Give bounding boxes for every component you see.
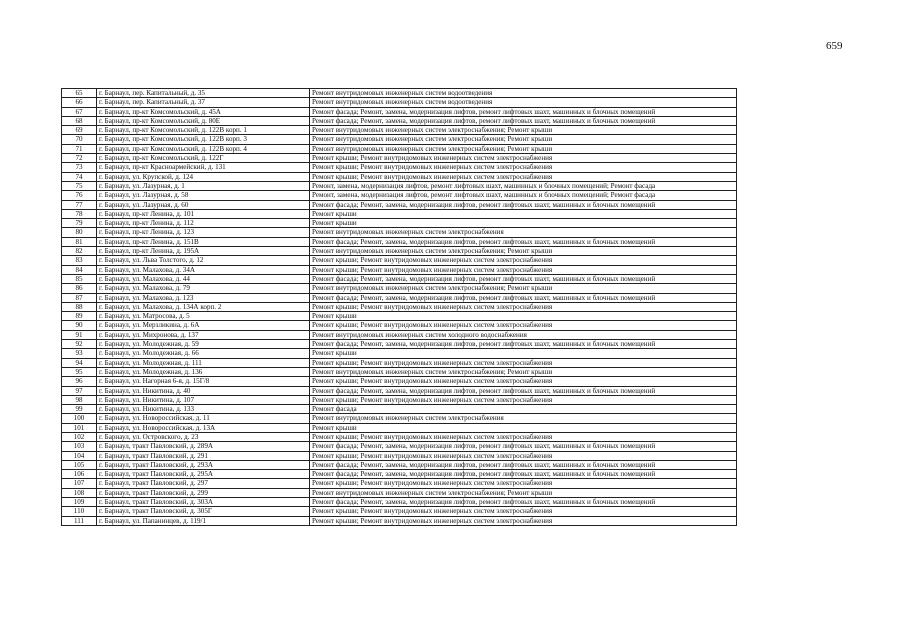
- work-type-cell: Ремонт крыши: [310, 423, 737, 432]
- address-cell: г. Барнаул, пр-кт Красноармейский, д. 131: [97, 163, 310, 172]
- address-cell: г. Барнаул, ул. Малахова, д. 134А корп. 2: [97, 302, 310, 311]
- row-number-cell: 70: [62, 135, 97, 144]
- address-cell: г. Барнаул, пер. Капитальный, д. 37: [97, 98, 310, 107]
- repair-table: [61, 88, 737, 526]
- repair-table-body: [62, 89, 737, 526]
- address-cell: г. Барнаул, пр-кт Комсомольский, д. 122Г: [97, 154, 310, 163]
- row-number-cell: 82: [62, 247, 97, 256]
- address-cell: г. Барнаул, пр-кт Ленина, д. 151В: [97, 237, 310, 246]
- work-type-cell: Ремонт, замена, модернизация лифтов, ремонт лифтовых шахт, машинных и блочных помещений; Ремонт фасада: [310, 181, 737, 190]
- row-number-cell: 72: [62, 154, 97, 163]
- address-cell: г. Барнаул, пер. Капитальный, д. 35: [97, 89, 310, 98]
- table-row: [62, 274, 737, 283]
- table-row: [62, 237, 737, 246]
- row-number-cell: 100: [62, 414, 97, 423]
- work-type-cell: Ремонт крыши; Ремонт внутридомовых инженерных систем электроснабжения: [310, 358, 737, 367]
- address-cell: г. Барнаул, ул. Новороссийская, д. 11: [97, 414, 310, 423]
- table-row: [62, 265, 737, 274]
- work-type-cell: Ремонт внутридомовых инженерных систем водоотведения: [310, 98, 737, 107]
- row-number-cell: 75: [62, 181, 97, 190]
- row-number-cell: 106: [62, 470, 97, 479]
- work-type-cell: Ремонт крыши; Ремонт внутридомовых инженерных систем электроснабжения: [310, 265, 737, 274]
- address-cell: г. Барнаул, ул. Новороссийская, д. 13А: [97, 423, 310, 432]
- address-cell: г. Барнаул, пр-кт Комсомольский, д. 122В корп. 1: [97, 126, 310, 135]
- table-row: [62, 116, 737, 125]
- work-type-cell: Ремонт фасада; Ремонт, замена, модернизация лифтов, ремонт лифтовых шахт, машинных и блочных помещений: [310, 107, 737, 116]
- address-cell: г. Барнаул, тракт Павловский, д. 305Г: [97, 507, 310, 516]
- address-cell: г. Барнаул, ул. Молодежная, д. 59: [97, 340, 310, 349]
- address-cell: г. Барнаул, ул. Крупской, д. 124: [97, 172, 310, 181]
- row-number-cell: 87: [62, 293, 97, 302]
- work-type-cell: Ремонт внутридомовых инженерных систем электроснабжения: [310, 228, 737, 237]
- work-type-cell: Ремонт крыши: [310, 312, 737, 321]
- table-row: [62, 405, 737, 414]
- row-number-cell: 85: [62, 274, 97, 283]
- work-type-cell: Ремонт внутридомовых инженерных систем электроснабжения; Ремонт крыши: [310, 488, 737, 497]
- table-row: [62, 219, 737, 228]
- row-number-cell: 77: [62, 200, 97, 209]
- table-row: [62, 181, 737, 190]
- address-cell: г. Барнаул, ул. Малахова, д. 79: [97, 284, 310, 293]
- row-number-cell: 76: [62, 191, 97, 200]
- row-number-cell: 96: [62, 377, 97, 386]
- work-type-cell: Ремонт фасада; Ремонт, замена, модернизация лифтов, ремонт лифтовых шахт, машинных и блочных помещений: [310, 386, 737, 395]
- address-cell: г. Барнаул, ул. Молодежная, д. 136: [97, 367, 310, 376]
- work-type-cell: Ремонт фасада; Ремонт, замена, модернизация лифтов, ремонт лифтовых шахт, машинных и блочных помещений: [310, 460, 737, 469]
- address-cell: г. Барнаул, ул. Нагорная 6-я, д. 15Г/8: [97, 377, 310, 386]
- address-cell: г. Барнаул, пр-кт Комсомольский, д. 122В корп. 4: [97, 144, 310, 153]
- work-type-cell: Ремонт внутридомовых инженерных систем электроснабжения: [310, 414, 737, 423]
- address-cell: г. Барнаул, ул. Молодежная, д. 66: [97, 349, 310, 358]
- address-cell: г. Барнаул, тракт Павловский, д. 303А: [97, 498, 310, 507]
- work-type-cell: Ремонт внутридомовых инженерных систем электроснабжения; Ремонт крыши: [310, 284, 737, 293]
- work-type-cell: Ремонт крыши; Ремонт внутридомовых инженерных систем электроснабжения: [310, 321, 737, 330]
- work-type-cell: Ремонт внутридомовых инженерных систем электроснабжения; Ремонт крыши: [310, 367, 737, 376]
- work-type-cell: Ремонт крыши; Ремонт внутридомовых инженерных систем электроснабжения: [310, 507, 737, 516]
- row-number-cell: 71: [62, 144, 97, 153]
- table-row: [62, 256, 737, 265]
- table-row: [62, 330, 737, 339]
- table-row: [62, 488, 737, 497]
- row-number-cell: 69: [62, 126, 97, 135]
- work-type-cell: Ремонт крыши; Ремонт внутридомовых инженерных систем электроснабжения: [310, 256, 737, 265]
- address-cell: г. Барнаул, ул. Никитина, д. 40: [97, 386, 310, 395]
- row-number-cell: 65: [62, 89, 97, 98]
- table-row: [62, 126, 737, 135]
- row-number-cell: 111: [62, 516, 97, 525]
- address-cell: г. Барнаул, тракт Павловский, д. 291: [97, 451, 310, 460]
- work-type-cell: Ремонт крыши; Ремонт внутридомовых инженерных систем электроснабжения: [310, 516, 737, 525]
- table-row: [62, 377, 737, 386]
- table-row: [62, 349, 737, 358]
- work-type-cell: Ремонт внутридомовых инженерных систем электроснабжения; Ремонт крыши: [310, 135, 737, 144]
- work-type-cell: Ремонт фасада; Ремонт, замена, модернизация лифтов, ремонт лифтовых шахт, машинных и блочных помещений: [310, 498, 737, 507]
- table-row: [62, 107, 737, 116]
- address-cell: г. Барнаул, пр-кт Ленина, д. 112: [97, 219, 310, 228]
- address-cell: г. Барнаул, тракт Павловский, д. 289А: [97, 442, 310, 451]
- address-cell: г. Барнаул, ул. Лазурная, д. 60: [97, 200, 310, 209]
- work-type-cell: Ремонт крыши; Ремонт внутридомовых инженерных систем электроснабжения: [310, 479, 737, 488]
- address-cell: г. Барнаул, тракт Павловский, д. 295А: [97, 470, 310, 479]
- table-row: [62, 340, 737, 349]
- row-number-cell: 86: [62, 284, 97, 293]
- row-number-cell: 102: [62, 432, 97, 441]
- row-number-cell: 95: [62, 367, 97, 376]
- table-row: [62, 312, 737, 321]
- work-type-cell: Ремонт фасада; Ремонт, замена, модернизация лифтов, ремонт лифтовых шахт, машинных и блочных помещений: [310, 442, 737, 451]
- work-type-cell: Ремонт внутридомовых инженерных систем электроснабжения; Ремонт крыши: [310, 126, 737, 135]
- row-number-cell: 94: [62, 358, 97, 367]
- row-number-cell: 84: [62, 265, 97, 274]
- work-type-cell: Ремонт крыши; Ремонт внутридомовых инженерных систем электроснабжения: [310, 302, 737, 311]
- row-number-cell: 81: [62, 237, 97, 246]
- table-row: [62, 498, 737, 507]
- work-type-cell: Ремонт фасада; Ремонт, замена, модернизация лифтов, ремонт лифтовых шахт, машинных и блочных помещений: [310, 237, 737, 246]
- work-type-cell: Ремонт внутридомовых инженерных систем водоотведения: [310, 89, 737, 98]
- table-row: [62, 293, 737, 302]
- work-type-cell: Ремонт фасада: [310, 405, 737, 414]
- table-row: [62, 154, 737, 163]
- row-number-cell: 80: [62, 228, 97, 237]
- address-cell: г. Барнаул, ул. Михронова, д. 137: [97, 330, 310, 339]
- row-number-cell: 107: [62, 479, 97, 488]
- row-number-cell: 92: [62, 340, 97, 349]
- row-number-cell: 66: [62, 98, 97, 107]
- row-number-cell: 97: [62, 386, 97, 395]
- row-number-cell: 104: [62, 451, 97, 460]
- row-number-cell: 109: [62, 498, 97, 507]
- table-row: [62, 414, 737, 423]
- work-type-cell: Ремонт крыши; Ремонт внутридомовых инженерных систем электроснабжения: [310, 163, 737, 172]
- table-row: [62, 98, 737, 107]
- table-row: [62, 386, 737, 395]
- address-cell: г. Барнаул, тракт Павловский, д. 297: [97, 479, 310, 488]
- table-row: [62, 200, 737, 209]
- row-number-cell: 83: [62, 256, 97, 265]
- table-row: [62, 442, 737, 451]
- address-cell: г. Барнаул, пр-кт Ленина, д. 195А: [97, 247, 310, 256]
- table-row: [62, 516, 737, 525]
- work-type-cell: Ремонт фасада; Ремонт, замена, модернизация лифтов, ремонт лифтовых шахт, машинных и блочных помещений: [310, 293, 737, 302]
- table-row: [62, 451, 737, 460]
- work-type-cell: Ремонт фасада; Ремонт, замена, модернизация лифтов, ремонт лифтовых шахт, машинных и блочных помещений: [310, 116, 737, 125]
- row-number-cell: 73: [62, 163, 97, 172]
- row-number-cell: 93: [62, 349, 97, 358]
- table-row: [62, 209, 737, 218]
- work-type-cell: Ремонт крыши; Ремонт внутридомовых инженерных систем электроснабжения: [310, 451, 737, 460]
- address-cell: г. Барнаул, ул. Льва Толстого, д. 12: [97, 256, 310, 265]
- row-number-cell: 79: [62, 219, 97, 228]
- table-row: [62, 89, 737, 98]
- row-number-cell: 99: [62, 405, 97, 414]
- table-row: [62, 284, 737, 293]
- address-cell: г. Барнаул, ул. Никитина, д. 133: [97, 405, 310, 414]
- address-cell: г. Барнаул, пр-кт Комсомольский, д. 80Е: [97, 116, 310, 125]
- address-cell: г. Барнаул, тракт Павловский, д. 299: [97, 488, 310, 497]
- work-type-cell: Ремонт крыши: [310, 209, 737, 218]
- address-cell: г. Барнаул, ул. Матросова, д. 5: [97, 312, 310, 321]
- address-cell: г. Барнаул, ул. Островского, д. 23: [97, 432, 310, 441]
- address-cell: г. Барнаул, тракт Павловский, д. 293А: [97, 460, 310, 469]
- row-number-cell: 74: [62, 172, 97, 181]
- row-number-cell: 103: [62, 442, 97, 451]
- table-row: [62, 507, 737, 516]
- row-number-cell: 108: [62, 488, 97, 497]
- table-row: [62, 191, 737, 200]
- table-row: [62, 228, 737, 237]
- table-row: [62, 163, 737, 172]
- address-cell: г. Барнаул, ул. Малахова, д. 44: [97, 274, 310, 283]
- work-type-cell: Ремонт крыши: [310, 219, 737, 228]
- address-cell: г. Барнаул, пр-кт Комсомольский, д. 45А: [97, 107, 310, 116]
- table-row: [62, 395, 737, 404]
- table-row: [62, 358, 737, 367]
- table-row: [62, 432, 737, 441]
- row-number-cell: 78: [62, 209, 97, 218]
- table-row: [62, 321, 737, 330]
- table-row: [62, 144, 737, 153]
- row-number-cell: 88: [62, 302, 97, 311]
- row-number-cell: 101: [62, 423, 97, 432]
- address-cell: г. Барнаул, ул. Молодежная, д. 111: [97, 358, 310, 367]
- row-number-cell: 105: [62, 460, 97, 469]
- row-number-cell: 110: [62, 507, 97, 516]
- address-cell: г. Барнаул, ул. Лазурная, д. 1: [97, 181, 310, 190]
- row-number-cell: 68: [62, 116, 97, 125]
- address-cell: г. Барнаул, ул. Никитина, д. 107: [97, 395, 310, 404]
- work-type-cell: Ремонт внутридомовых инженерных систем электроснабжения; Ремонт крыши: [310, 144, 737, 153]
- table-row: [62, 470, 737, 479]
- work-type-cell: Ремонт фасада; Ремонт, замена, модернизация лифтов, ремонт лифтовых шахт, машинных и блочных помещений: [310, 274, 737, 283]
- work-type-cell: Ремонт крыши; Ремонт внутридомовых инженерных систем электроснабжения: [310, 154, 737, 163]
- table-row: [62, 172, 737, 181]
- table-row: [62, 479, 737, 488]
- row-number-cell: 90: [62, 321, 97, 330]
- work-type-cell: Ремонт крыши; Ремонт внутридомовых инженерных систем электроснабжения: [310, 432, 737, 441]
- table-row: [62, 247, 737, 256]
- address-cell: г. Барнаул, ул. Малахова, д. 34А: [97, 265, 310, 274]
- work-type-cell: Ремонт крыши; Ремонт внутридомовых инженерных систем электроснабжения: [310, 172, 737, 181]
- work-type-cell: Ремонт крыши; Ремонт внутридомовых инженерных систем электроснабжения: [310, 395, 737, 404]
- work-type-cell: Ремонт крыши: [310, 349, 737, 358]
- row-number-cell: 98: [62, 395, 97, 404]
- work-type-cell: Ремонт фасада; Ремонт, замена, модернизация лифтов, ремонт лифтовых шахт, машинных и блочных помещений: [310, 470, 737, 479]
- work-type-cell: Ремонт внутридомовых инженерных систем электроснабжения; Ремонт крыши: [310, 247, 737, 256]
- work-type-cell: Ремонт внутридомовых инженерных систем холодного водоснабжения: [310, 330, 737, 339]
- table-row: [62, 135, 737, 144]
- address-cell: г. Барнаул, пр-кт Ленина, д. 123: [97, 228, 310, 237]
- work-type-cell: Ремонт фасада; Ремонт, замена, модернизация лифтов, ремонт лифтовых шахт, машинных и блочных помещений: [310, 340, 737, 349]
- address-cell: г. Барнаул, ул. Лазурная, д. 58: [97, 191, 310, 200]
- address-cell: г. Барнаул, ул. Малахова, д. 123: [97, 293, 310, 302]
- work-type-cell: Ремонт крыши; Ремонт внутридомовых инженерных систем электроснабжения: [310, 377, 737, 386]
- address-cell: г. Барнаул, ул. Папанинцев, д. 119/1: [97, 516, 310, 525]
- table-row: [62, 302, 737, 311]
- row-number-cell: 91: [62, 330, 97, 339]
- address-cell: г. Барнаул, пр-кт Комсомольский, д. 122В корп. 3: [97, 135, 310, 144]
- work-type-cell: Ремонт, замена, модернизация лифтов, ремонт лифтовых шахт, машинных и блочных помещений; Ремонт фасада: [310, 191, 737, 200]
- table-row: [62, 367, 737, 376]
- work-type-cell: Ремонт фасада; Ремонт, замена, модернизация лифтов, ремонт лифтовых шахт, машинных и блочных помещений: [310, 200, 737, 209]
- table-row: [62, 423, 737, 432]
- page-number: 659: [826, 40, 843, 52]
- row-number-cell: 67: [62, 107, 97, 116]
- address-cell: г. Барнаул, пр-кт Ленина, д. 101: [97, 209, 310, 218]
- row-number-cell: 89: [62, 312, 97, 321]
- table-row: [62, 460, 737, 469]
- address-cell: г. Барнаул, ул. Мерзликина, д. 6А: [97, 321, 310, 330]
